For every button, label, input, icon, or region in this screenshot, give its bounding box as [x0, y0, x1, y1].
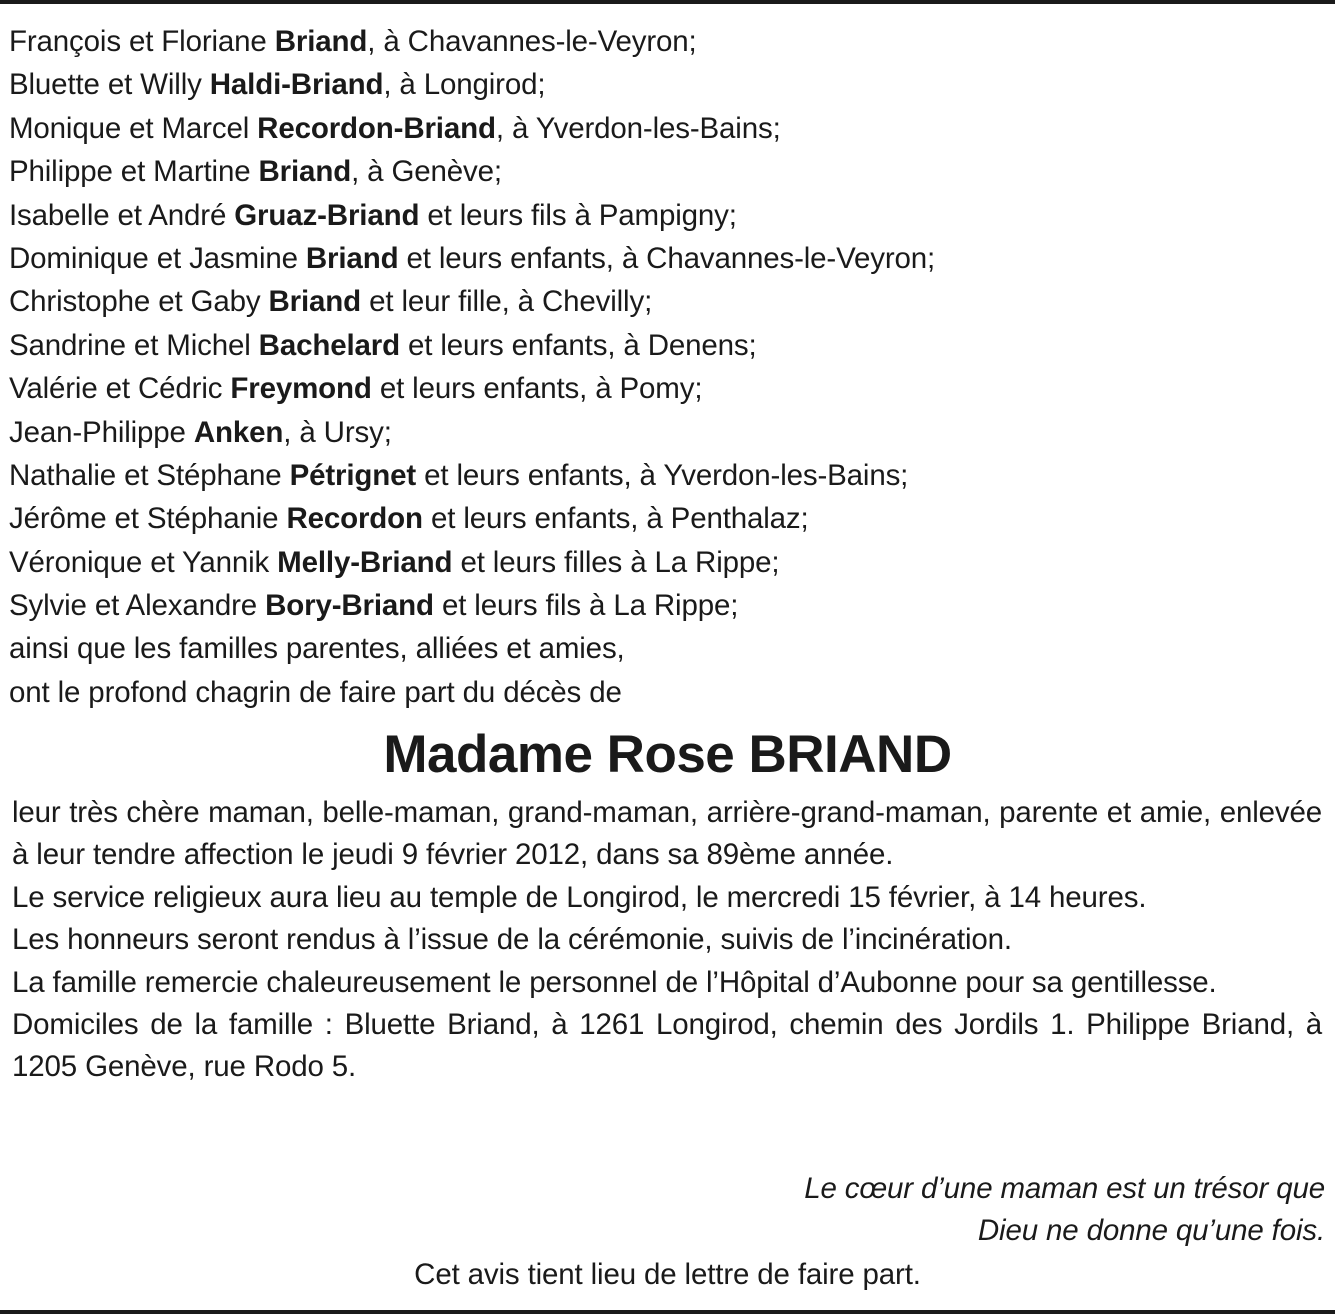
family-location: et leurs enfants, à Chavannes-le-Veyron;: [398, 241, 936, 275]
family-surname: Briand: [305, 241, 399, 275]
family-line: [9, 63, 1309, 106]
family-surname: Briand: [258, 155, 352, 189]
family-surname: Bachelard: [258, 328, 400, 362]
family-line: [9, 454, 1309, 497]
family-line: [9, 324, 1309, 367]
family-surname: Melly-Briand: [277, 545, 453, 579]
family-location: et leurs fils à Pampigny;: [419, 198, 737, 232]
family-first-names: Dominique et Jasmine: [9, 241, 306, 275]
deceased-name: Madame Rose BRIAND: [383, 725, 952, 784]
family-first-names: Valérie et Cédric: [9, 372, 231, 406]
top-border-rule: [0, 0, 1335, 4]
family-location: , à Chavannes-le-Veyron;: [367, 25, 697, 58]
family-location: et leurs filles à La Rippe;: [452, 545, 780, 579]
body-paragraph: Domiciles de la famille : Bluette Briand, à 1261 Longirod, chemin des Jordils 1. Philippe Briand, à 1205 Genève, rue Rodo 5.: [12, 1008, 1322, 1084]
family-location: , à Longirod;: [383, 68, 546, 102]
family-list: [9, 20, 1309, 714]
family-location: et leurs enfants, à Pomy;: [371, 372, 703, 406]
family-surname: Recordon-Briand: [257, 111, 496, 145]
family-line: [9, 411, 1309, 454]
family-line: [9, 107, 1309, 150]
family-line: [9, 541, 1309, 584]
family-location: et leurs enfants, à Yverdon-les-Bains;: [416, 458, 909, 492]
body-paragraph: leur très chère maman, belle-maman, grand-maman, arrière-grand-maman, parente et amie, enlevée à leur tendre affection le jeudi 9 février 2012, dans sa 89ème année.: [12, 796, 1322, 872]
family-first-names: Jean-Philippe: [9, 415, 194, 449]
family-surname: Recordon: [286, 502, 423, 536]
family-first-names: Sandrine et Michel: [9, 328, 259, 362]
intro-line: ont le profond chagrin de faire part du décès de: [9, 675, 622, 709]
bottom-border-rule: [0, 1310, 1335, 1314]
closing-note: Cet avis tient lieu de lettre de faire part.: [414, 1258, 921, 1291]
family-first-names: Monique et Marcel: [9, 111, 258, 145]
family-surname: Gruaz-Briand: [234, 198, 420, 232]
quote-line: Le cœur d’une maman est un trésor que: [804, 1172, 1325, 1205]
family-surname: Anken: [193, 415, 284, 449]
family-surname: Briand: [274, 25, 368, 58]
family-first-names: Philippe et Martine: [9, 155, 259, 189]
family-location: et leur fille, à Chevilly;: [361, 285, 653, 319]
family-location: , à Ursy;: [283, 415, 392, 449]
family-first-names: François et Floriane: [9, 25, 275, 58]
family-first-names: Nathalie et Stéphane: [9, 458, 290, 492]
family-surname: Freymond: [230, 372, 372, 406]
family-first-names: Christophe et Gaby: [9, 285, 269, 319]
family-line: [9, 497, 1309, 540]
family-line: [9, 280, 1309, 323]
family-first-names: Véronique et Yannik: [9, 545, 278, 579]
family-location: et leurs enfants, à Denens;: [399, 328, 757, 362]
family-line: [9, 584, 1309, 627]
family-surname: Briand: [268, 285, 362, 319]
family-first-names: Jérôme et Stéphanie: [9, 502, 287, 536]
family-surname: Bory-Briand: [265, 589, 434, 623]
family-first-names: Sylvie et Alexandre: [9, 589, 266, 623]
family-line: [9, 367, 1309, 410]
family-surname: Haldi-Briand: [209, 68, 384, 102]
intro-line: ainsi que les familles parentes, alliées et amies,: [9, 632, 625, 666]
family-location: , à Yverdon-les-Bains;: [495, 111, 781, 145]
family-location: et leurs enfants, à Penthalaz;: [422, 502, 809, 536]
family-first-names: Bluette et Willy: [9, 68, 210, 102]
family-first-names: Isabelle et André: [9, 198, 235, 232]
quote-line: Dieu ne donne qu’une fois.: [977, 1214, 1325, 1248]
family-surname: Pétrignet: [289, 458, 417, 492]
body-paragraph: Le service religieux aura lieu au temple de Longirod, le mercredi 15 février, à 14 heures.: [12, 880, 1147, 914]
family-location: , à Genève;: [351, 155, 502, 189]
family-line: [9, 150, 1309, 193]
body-text: [12, 792, 1322, 1089]
body-paragraph: Les honneurs seront rendus à l’issue de la cérémonie, suivis de l’incinération.: [12, 923, 1012, 957]
family-location: et leurs fils à La Rippe;: [433, 589, 739, 623]
body-paragraph: La famille remercie chaleureusement le personnel de l’Hôpital d’Aubonne pour sa gentillesse.: [12, 965, 1217, 999]
family-line: [9, 237, 1309, 280]
family-line: [9, 20, 1309, 63]
family-line: [9, 194, 1309, 237]
quote: [425, 1168, 1325, 1253]
